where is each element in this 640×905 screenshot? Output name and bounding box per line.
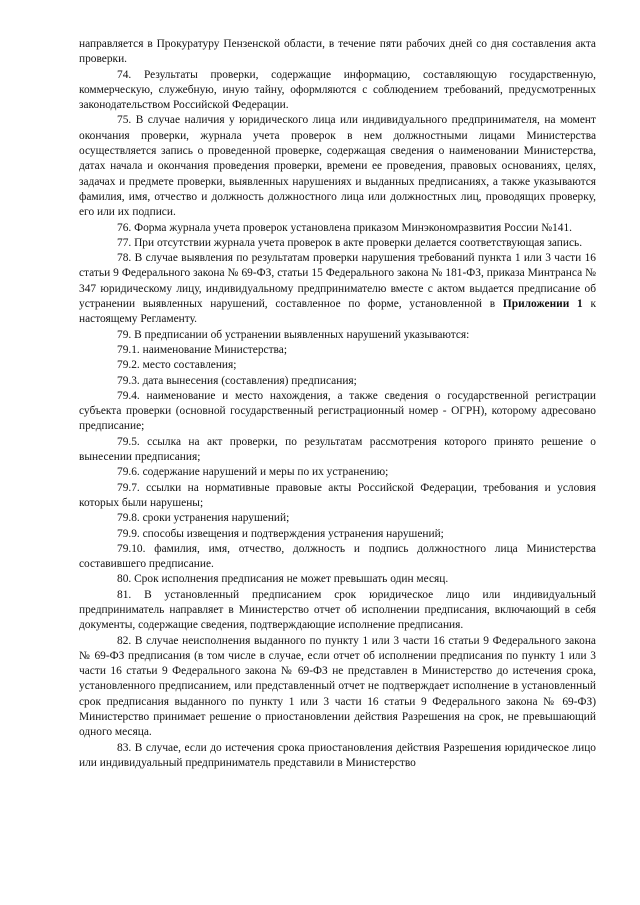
paragraph-83: 83. В случае, если до истечения срока приостановления действия Разрешения юридическое лицо или индивидуальный предприниматель представили в Министерство <box>79 741 596 769</box>
paragraph-73-continuation: направляется в Прокуратуру Пензенской области, в течение пяти рабочих дней со дня составления акта проверки. <box>79 38 596 66</box>
paragraph-75: 75. В случае наличия у юридического лица или индивидуального предпринимателя, на момент окончания проверки, журнала учета проверок в нем должностными лицами Министерства осуществляется запись о проведенной проверке, содержащая сведения о наименовании Министерства, датах начала и окончания проведения проверки, времени ее проведения, правовых основаниях, целях, задачах и предмете проверки, выявленных нарушениях и выданных предписаниях, а также указываются фамилия, имя, отчество и должность должностного лица или должностных лиц, проводящих проверку, его или их подписи. <box>79 114 596 219</box>
paragraph-79-4: 79.4. наименование и место нахождения, а также сведения о государственной регистрации субъекта проверки (основной государственный регистрационный номер - ОГРН), которому адресовано предписание; <box>79 389 596 433</box>
paragraph-79-10: 79.10. фамилия, имя, отчество, должность и подпись должностного лица Министерства составившего предписание. <box>79 542 596 571</box>
paragraph-78-text-before: 78. В случае выявления по результатам проверки нарушения требований пункта 1 или 3 части 16 статьи 9 Федерального закона № 69-ФЗ, статьи 15 Федерального закона № 181-ФЗ, приказа Минтранса № 347 юридическому лицу, индивидуальному предпринимателю вместе с актом выдается предписание об устранении выявленных нарушений, составленное по форме, установленной в <box>79 252 596 311</box>
paragraph-82: 82. В случае неисполнения выданного по пункту 1 или 3 части 16 статьи 9 Федерального закона № 69-ФЗ предписания (в том числе в случае, если отчет об исполнении предписания по пункту 1 или 3 части 16 статьи 9 Федерального закона № 69-ФЗ не представлен в Министерство до истечения срока, установленного предписанием, или представленный отчет не подтверждает исполнение в установленный срок предписания выданного по пункту 1 или 3 части 16 статьи 9 Федерального закона № 69-ФЗ) Министерство принимает решение о приостановлении действия Разрешения на срок, не превышающий одного месяца. <box>79 634 596 739</box>
paragraph-80: 80. Срок исполнения предписания не может превышать один месяц. <box>117 573 449 586</box>
paragraph-79-6: 79.6. содержание нарушений и меры по их устранению; <box>117 466 389 479</box>
paragraph-79-5: 79.5. ссылка на акт проверки, по результатам рассмотрения которого принято решение о вынесении предписания; <box>79 435 596 464</box>
paragraph-79-8: 79.8. сроки устранения нарушений; <box>117 512 290 525</box>
paragraph-78 <box>79 251 596 327</box>
paragraph-79: 79. В предписании об устранении выявленных нарушений указываются: <box>117 328 470 341</box>
paragraph-77: 77. При отсутствии журнала учета проверок в акте проверки делается соответствующая запись. <box>117 236 583 249</box>
paragraph-79-3: 79.3. дата вынесения (составления) предписания; <box>117 374 357 387</box>
paragraph-74: 74. Результаты проверки, содержащие информацию, составляющую государственную, коммерческую, служебную, иную тайну, оформляются с соблюдением требований, предусмотренных законодательством Российской Федерации. <box>79 68 596 112</box>
paragraph-79-9: 79.9. способы извещения и подтверждения устранения нарушений; <box>117 527 444 540</box>
paragraph-76: 76. Форма журнала учета проверок установлена приказом Минэкономразвития России №141. <box>117 221 573 234</box>
paragraph-79-2: 79.2. место составления; <box>117 359 237 372</box>
paragraph-78-text-after: к настоящему Регламенту. <box>79 298 596 326</box>
paragraph-81: 81. В установленный предписанием срок юридическое лицо или индивидуальный предприниматель направляет в Министерство отчет об исполнении предписания, включающий в себя документы, содержащие сведения, подтверждающие исполнение предписания. <box>79 588 596 632</box>
paragraph-79-7: 79.7. ссылки на нормативные правовые акты Российской Федерации, требования и условия которых были нарушены; <box>79 481 596 509</box>
appendix-1-reference: Приложении 1 <box>502 298 583 311</box>
paragraph-79-1: 79.1. наименование Министерства; <box>117 343 287 356</box>
